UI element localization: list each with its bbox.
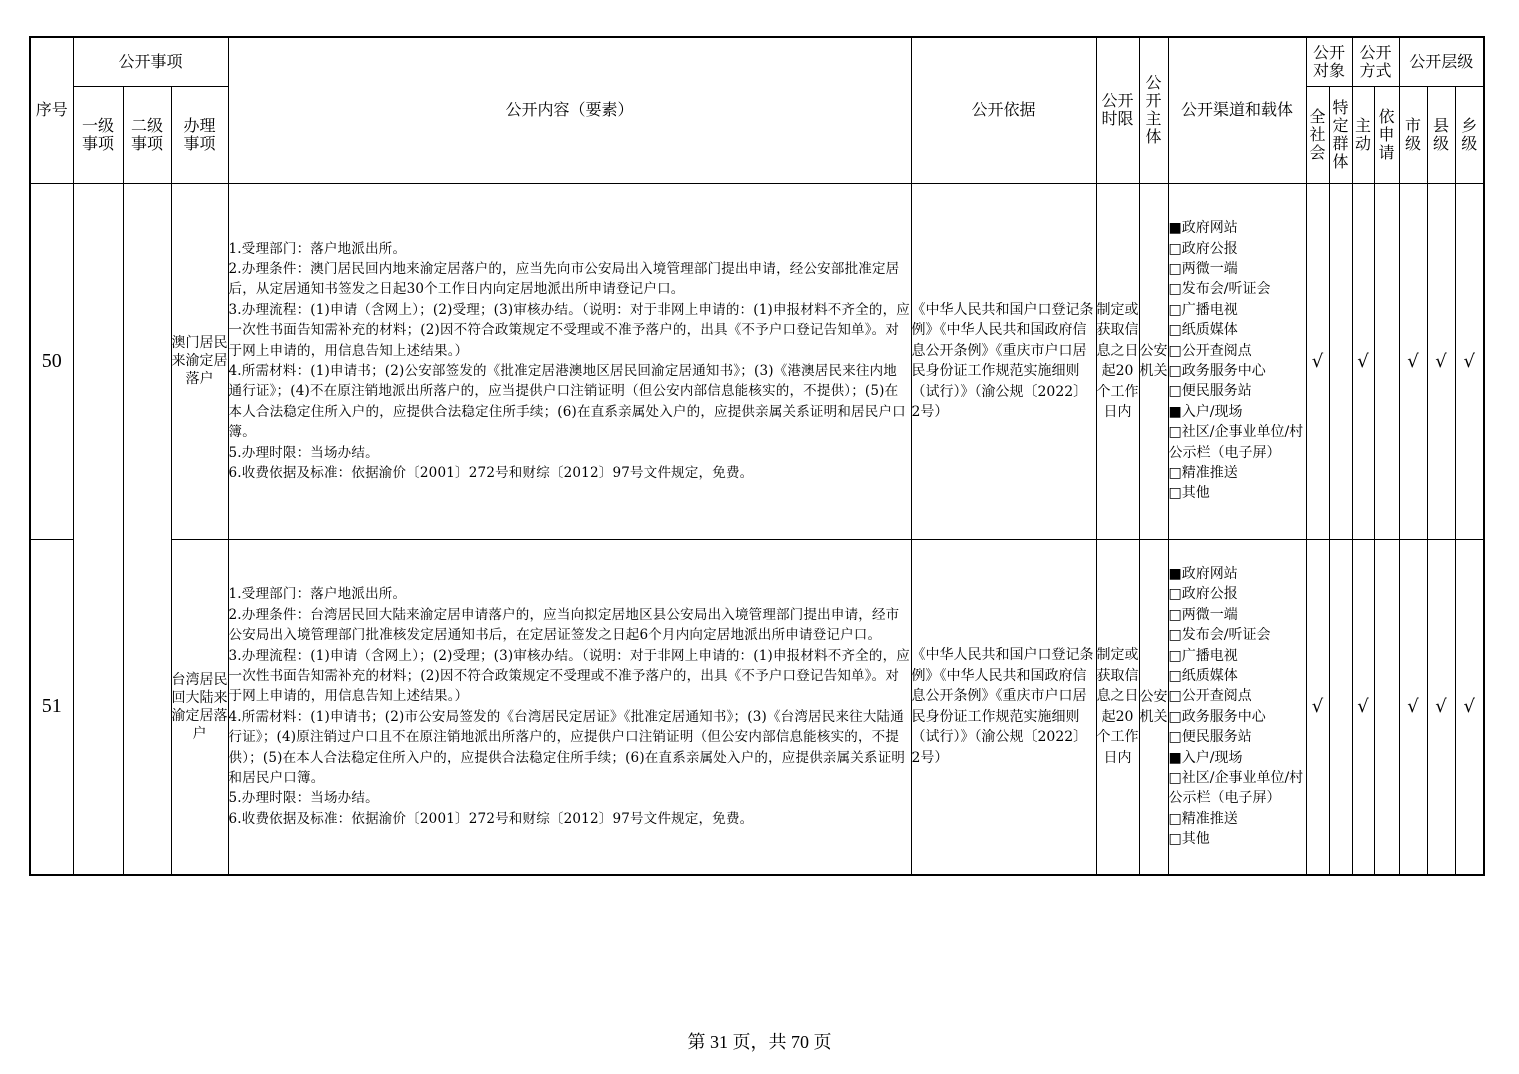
channel-item: □公开查阅点 [1168, 688, 1252, 705]
header-target: 公开对象 [1306, 37, 1352, 86]
content-cell: 1.受理部门：落户地派出所。 2.办理条件：澳门居民回内地来渝定居落户的，应当先向市公安局出入境管理部门提出申请，经公安部批准定居后，从定居通知书签发之日起30个工作日内向定居地派出所申请登记户口。 3.办理流程：(1)申请（含网上）；(2)受理；(3)审核办结。（说明：对于非网上申请的：(1)申报材料不齐全的，应一次性书面告知需补充的材料；(2)因不符合政策规定不受理或不准予落户的，出具《不予户口登记告知单》。对于网上申请的，用信息告知上述结果。） 4.所需材料：(1)申请书；(2)公安部签发的《批准定居港澳地区居民回渝定居通知书》；(3)《港澳居民来往内地通行证》；(4)不在原注销地派出所落户的，应当提供户口注销证明（但公安内部信息能核实的，不提供）；(5)在本人合法稳定住所入户的，应提供合法稳定住所手续；(6)在直系亲属处入户的，应提供亲属关系证明和居民户口簿。 5.办理时限：当场办结。 6.收费依据及标准：依据渝价〔2001〕272号和财综〔2012〕97号文件规定，免费。 [228, 183, 911, 539]
channel-item: □发布会/听证会 [1168, 281, 1271, 298]
channel-item: □社区/企事业单位/村公示栏（电子屏） [1168, 424, 1304, 461]
header-subject: 公开主体 [1139, 37, 1168, 183]
header-level1: 一级事项 [73, 86, 123, 183]
subject-cell: 公安机关 [1139, 183, 1168, 539]
channel-item: □政府公报 [1168, 240, 1238, 257]
header-basis: 公开依据 [911, 37, 1096, 183]
header-level2: 二级事项 [123, 86, 171, 183]
basis-cell: 《中华人民共和国户口登记条例》《中华人民共和国政府信息公开条例》《重庆市户口居民身份证工作规范实施细则（试行）》（渝公规〔2022〕2号） [911, 539, 1096, 875]
header-method: 公开方式 [1352, 37, 1399, 86]
check-method-apply [1374, 539, 1399, 875]
level2-cell [123, 183, 171, 875]
channel-item: □两微一端 [1168, 606, 1238, 623]
channel-item: □便民服务站 [1168, 729, 1252, 746]
page-footer: 第 31 页，共 70 页 [687, 1032, 832, 1052]
table-row [30, 539, 1484, 875]
check-level-town: √ [1455, 539, 1484, 875]
channel-item: □政务服务中心 [1168, 363, 1266, 379]
channel-item: □精准推送 [1168, 810, 1238, 827]
header-seq: 序号 [30, 37, 73, 183]
header-target-all: 全社会 [1306, 86, 1329, 183]
check-level-county: √ [1427, 183, 1455, 539]
subject-cell: 公安机关 [1139, 539, 1168, 875]
time-limit-cell: 制定或获取信息之日起20个工作日内 [1096, 539, 1139, 875]
handle-item: 台湾居民回大陆来渝定居落户 [171, 539, 228, 875]
header-level-town: 乡级 [1455, 86, 1484, 183]
row-seq: 51 [30, 539, 73, 875]
header-level: 公开层级 [1399, 37, 1484, 86]
channel-item: ■入户/现场 [1168, 749, 1243, 766]
channel-list [1168, 183, 1306, 539]
channel-item: □广播电视 [1168, 301, 1238, 318]
channel-item: □纸质媒体 [1168, 667, 1238, 684]
header-channel: 公开渠道和载体 [1168, 37, 1306, 183]
content-cell: 1.受理部门：落户地派出所。 2.办理条件：台湾居民回大陆来渝定居申请落户的，应当向拟定居地区县公安局出入境管理部门提出申请，经市公安局出入境管理部门批准核发定居通知书后，在定居证签发之日起6个月内向定居地派出所申请登记户口。 3.办理流程：(1)申请（含网上）；(2)受理；(3)审核办结。（说明：对于非网上申请的：(1)申报材料不齐全的，应一次性书面告知需补充的材料；(2)因不符合政策规定不受理或不准予落户的，出具《不予户口登记告知单》。对于网上申请的，用信息告知上述结果。） 4.所需材料：(1)申请书；(2)市公安局签发的《台湾居民定居证》《批准定居通知书》；(3)《台湾居民来往大陆通行证》；(4)原注销过户口且不在原注销地派出所落户的，应提供户口注销证明（但公安内部信息能核实的，不提供）；(5)在本人合法稳定住所入户的，应提供合法稳定住所手续；(6)在直系亲属处入户的，应提供亲属关系证明和居民户口簿。 5.办理时限：当场办结。 6.收费依据及标准：依据渝价〔2001〕272号和财综〔2012〕97号文件规定，免费。 [228, 539, 911, 875]
check-level-town: √ [1455, 183, 1484, 539]
check-target-all: √ [1306, 539, 1329, 875]
check-level-city: √ [1399, 183, 1427, 539]
header-target-specific: 特定群体 [1329, 86, 1352, 183]
channel-item: □广播电视 [1168, 647, 1238, 664]
header-level-city: 市级 [1399, 86, 1427, 183]
channel-item: ■入户/现场 [1168, 403, 1243, 420]
check-level-county: √ [1427, 539, 1455, 875]
time-limit-cell: 制定或获取信息之日起20个工作日内 [1096, 183, 1139, 539]
check-method-active: √ [1352, 183, 1374, 539]
check-target-specific [1329, 539, 1352, 875]
channel-item: ■政府网站 [1168, 220, 1238, 237]
check-target-all: √ [1306, 183, 1329, 539]
row-seq: 50 [30, 183, 73, 539]
check-method-apply [1374, 183, 1399, 539]
channel-item: □两微一端 [1168, 260, 1238, 277]
channel-item: □发布会/听证会 [1168, 627, 1271, 644]
header-method-active: 主动 [1352, 86, 1374, 183]
handle-item: 澳门居民来渝定居落户 [171, 183, 228, 539]
channel-item: □政务服务中心 [1168, 708, 1266, 725]
check-method-active: √ [1352, 539, 1374, 875]
channel-list [1168, 539, 1306, 875]
channel-item: □便民服务站 [1168, 383, 1252, 400]
header-method-apply: 依申请 [1374, 86, 1399, 183]
header-level-county: 县级 [1427, 86, 1455, 183]
header-public-items: 公开事项 [73, 37, 228, 86]
check-level-city: √ [1399, 539, 1427, 875]
basis-cell: 《中华人民共和国户口登记条例》《中华人民共和国政府信息公开条例》《重庆市户口居民身份证工作规范实施细则（试行）》（渝公规〔2022〕2号） [911, 183, 1096, 539]
header-handle: 办理事项 [171, 86, 228, 183]
channel-item: □其他 [1168, 485, 1210, 502]
header-time-limit: 公开时限 [1096, 37, 1139, 183]
channel-item: ■政府网站 [1168, 565, 1238, 582]
channel-item: □公开查阅点 [1168, 342, 1252, 359]
check-target-specific [1329, 183, 1352, 539]
channel-item: □其他 [1168, 831, 1210, 848]
channel-item: □纸质媒体 [1168, 322, 1238, 339]
channel-item: □政府公报 [1168, 586, 1238, 603]
channel-item: □精准推送 [1168, 465, 1238, 482]
table-row [30, 183, 1484, 539]
header-content: 公开内容（要素） [228, 37, 911, 183]
level1-cell [73, 183, 123, 875]
channel-item: □社区/企事业单位/村公示栏（电子屏） [1168, 769, 1304, 807]
disclosure-table [29, 36, 1485, 876]
